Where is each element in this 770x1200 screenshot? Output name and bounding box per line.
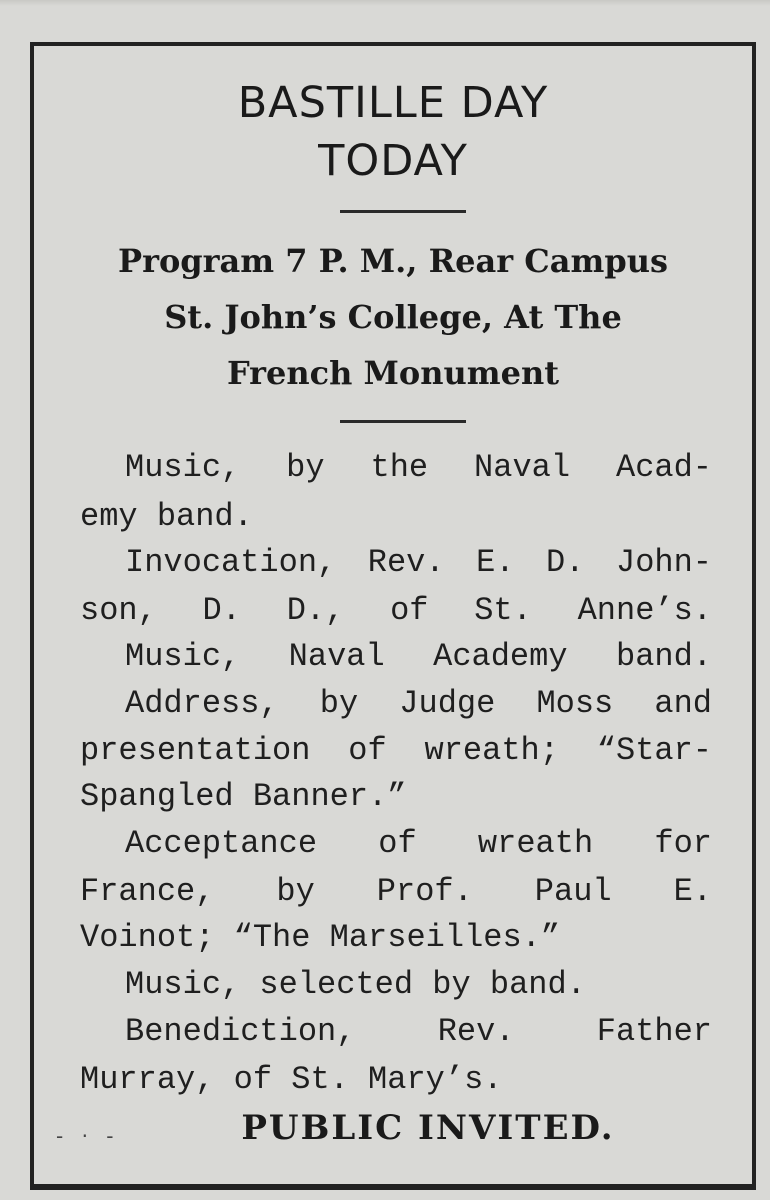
program-line: son, D. D., of St. Anne’s. bbox=[80, 592, 712, 629]
headline-line-1: BASTILLE DAY bbox=[237, 78, 549, 128]
program-line: emy band. bbox=[80, 498, 253, 535]
program-line: Invocation, Rev. E. D. John- bbox=[125, 544, 712, 581]
program-line: Address, by Judge Moss and bbox=[125, 685, 712, 722]
program-line: Acceptance of wreath for bbox=[125, 825, 712, 862]
footer-public-invited: PUBLIC INVITED. bbox=[241, 1108, 615, 1148]
subhead-line-2: St. John’s College, At The bbox=[164, 298, 622, 336]
program-line: Music, Naval Academy band. bbox=[125, 638, 712, 675]
program-line: presentation of wreath; “Star- bbox=[80, 732, 712, 769]
subhead-line-3: French Monument bbox=[226, 354, 560, 392]
program-line: Spangled Banner.” bbox=[80, 778, 407, 815]
program-line: Music, by the Naval Acad- bbox=[125, 449, 712, 486]
program-line: Voinot; “The Marseilles.” bbox=[80, 919, 561, 956]
divider-rule bbox=[340, 210, 466, 213]
notice-box bbox=[30, 42, 756, 1190]
program-line: Murray, of St. Mary’s. bbox=[80, 1061, 503, 1098]
program-line: Music, selected by band. bbox=[125, 966, 586, 1003]
headline-line-2: TODAY bbox=[318, 136, 468, 186]
program-line: Benediction, Rev. Father bbox=[125, 1013, 712, 1050]
divider-rule bbox=[340, 420, 466, 423]
footer-marks: - · - bbox=[56, 1124, 120, 1148]
page-top-edge bbox=[0, 0, 770, 6]
subhead-line-1: Program 7 P. M., Rear Campus bbox=[118, 242, 668, 280]
program-line: France, by Prof. Paul E. bbox=[80, 873, 712, 910]
